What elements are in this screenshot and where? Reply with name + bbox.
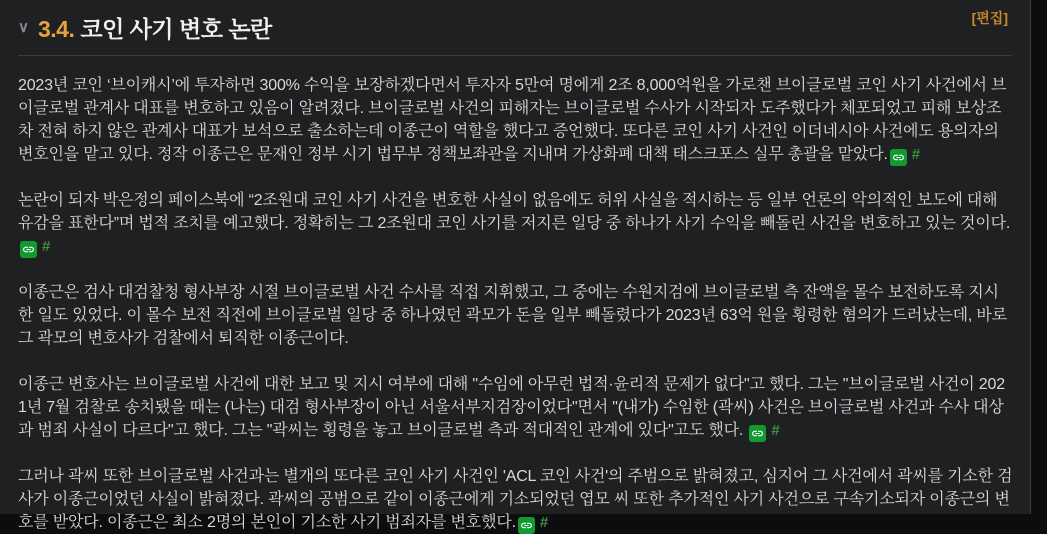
external-link-icon[interactable] [890, 149, 907, 166]
paragraph [18, 281, 1013, 350]
paragraph [18, 74, 1013, 166]
paragraph-text: 이종근 변호사는 브이글로벌 사건에 대한 보고 및 지시 여부에 대해 "수임에 아무런 법적·윤리적 문제가 없다"고 했다. 그는 "브이글로벌 사건이 2021년 7월 검찰로 송치됐을 때는 (나는) 대검 형사부장이 아닌 서울서부지검장이었다"면서 "(내가) 수임한 (곽씨) 사건은 브이글로벌 사건과 수사 대상과 범죄 사실이 다르다"고 했다. 그는 "곽씨는 횡령을 놓고 브이글로벌 측과 적대적인 관계에 있다"고도 했다. [18, 376, 1005, 439]
paragraph-text: 이종근은 검사 대검찰청 형사부장 시절 브이글로벌 사건 수사를 직접 지휘했고, 그 중에는 수원지검에 브이글로벌 측 잔액을 몰수 보전하도록 지시한 일도 있었다. 이 몰수 보전 직전에 브이글로벌 일당 중 하나였던 곽모가 돈을 일부 빼돌렸다가 2023년 63억 원을 횡령한 혐의가 드러났는데, 바로 그 곽모의 변호사가 검찰에서 퇴직한 이종근이다. [18, 284, 1007, 347]
paragraph [18, 465, 1013, 534]
external-link-icon[interactable] [518, 517, 535, 534]
reference-anchor-link[interactable]: # [42, 238, 51, 255]
reference-anchor-link[interactable]: # [771, 422, 780, 439]
heading-divider [18, 55, 1012, 56]
collapse-chevron-icon[interactable]: ∨ [18, 18, 29, 36]
chain-link-icon [22, 243, 35, 256]
chain-link-icon [892, 151, 905, 164]
chain-link-icon [751, 427, 764, 440]
section-heading-row [0, 0, 1030, 44]
reference-anchor-link[interactable]: # [539, 514, 548, 531]
section-body [0, 74, 1030, 534]
external-link-icon[interactable] [20, 241, 37, 258]
reference-anchor-link[interactable]: # [911, 146, 920, 163]
paragraph-text: 논란이 되자 박은정의 페이스북에 “2조원대 코인 사기 사건을 변호한 사실이 없음에도 허위 사실을 적시하는 등 일부 언론의 악의적인 보도에 대해 유감을 표한다”며 법적 조치를 예고했다. 정확히는 그 2조원대 코인 사기를 저지른 일당 중 하나가 사기 수익을 빼돌린 사건을 변호하고 있는 것이다. [18, 192, 1011, 232]
chain-link-icon [520, 519, 533, 532]
window-edge-strip [1031, 0, 1047, 514]
edit-link[interactable]: [편집] [971, 10, 1008, 26]
section-title: 코인 사기 변호 논란 [80, 16, 272, 42]
paragraph-text: 그러나 곽씨 또한 브이글로벌 사건과는 별개의 또다른 코인 사기 사건인 'ACL 코인 사건'의 주범으로 밝혀졌고, 심지어 그 사건에서 곽씨를 기소한 검사가 이종근이었던 사실이 밝혀졌다. 곽씨의 공범으로 같이 이종근에게 기소되었던 엽모 씨 또한 추가적인 사기 사건으로 구속기소되자 이종근의 변호를 받았다. 이종근은 최소 2명의 본인이 기소한 사기 범죄자를 변호했다. [18, 468, 1013, 531]
external-link-icon[interactable] [749, 425, 766, 442]
paragraph [18, 189, 1013, 258]
paragraph-text: 2023년 코인 ‘브이캐시’에 투자하면 300% 수익을 보장하겠다면서 투자자 5만여 명에게 2조 8,000억원을 가로챈 브이글로벌 코인 사기 사건에서 브이글로벌 관계사 대표를 변호하고 있음이 알려졌다. 브이글로벌 사건의 피해자는 브이글로벌 수사가 시작되자 도주했다가 체포되었고 피해 보상조차 전혀 하지 않은 관계사 대표가 보석으로 출소하는데 이종근이 역할을 했다고 증언했다. 또다른 코인 사기 사건인 이더네시아 사건에도 용의자의 변호인을 맡고 있다. 정작 이종근은 문재인 정부 시기 법무부 정책보좌관을 지내며 가상화폐 대책 태스크포스 실무 총괄을 맡았다. [18, 77, 1007, 163]
paragraph [18, 373, 1013, 442]
section-number-link[interactable]: 3.4. [37, 16, 75, 42]
section-heading [38, 11, 272, 44]
